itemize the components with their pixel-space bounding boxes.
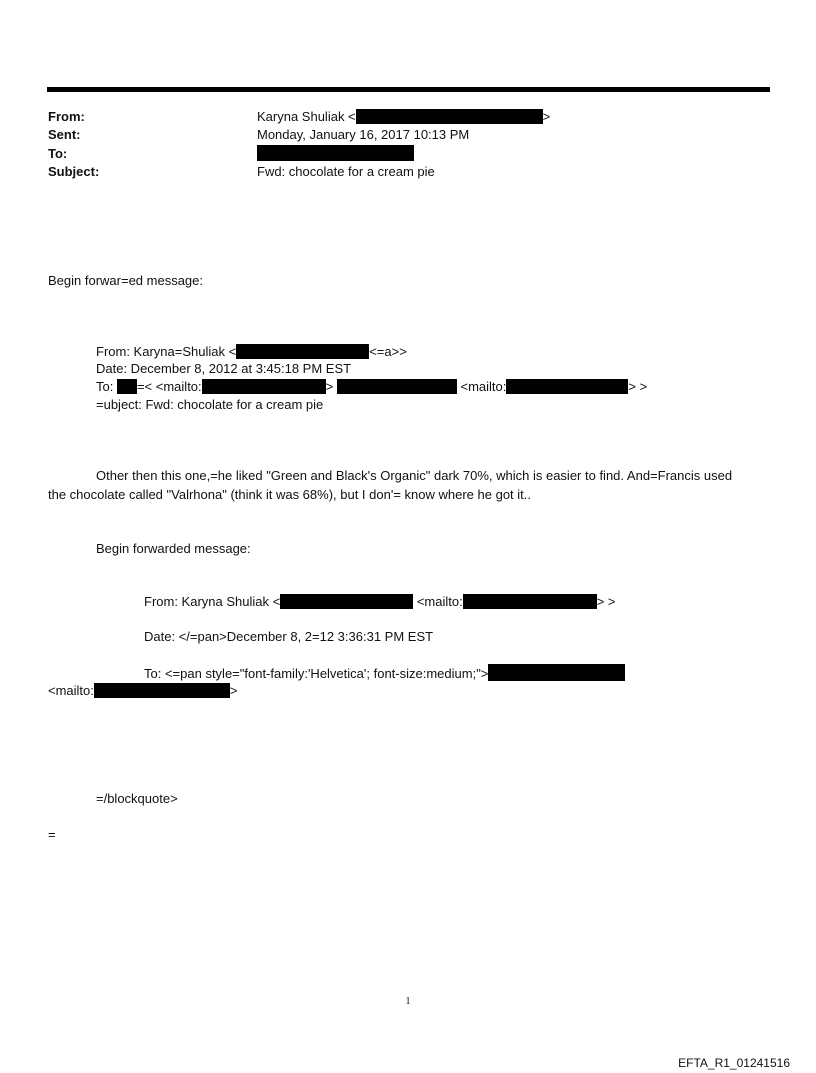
fwd2-date: Date: </=pan>December 8, 2=12 3:36:31 PM EST — [144, 629, 434, 644]
fwd2-from-end: > > — [596, 594, 616, 609]
from-value — [257, 108, 550, 125]
begin-forwarded-1: Begin forwar=ed message: — [48, 273, 204, 288]
fwd2-from — [144, 593, 616, 610]
redaction-block — [356, 109, 543, 124]
from-close: > — [542, 109, 551, 124]
paragraph-line-1: Other then this one,=he liked "Green and Black's Organic" dark 70%, which is easier to find. And=Francis used — [96, 468, 733, 483]
begin-forwarded-2: Begin forwarded message: — [96, 541, 251, 556]
fwd2-from-mailto: <mailto: — [413, 594, 463, 609]
fwd2-to — [144, 664, 625, 682]
sent-value: Monday, January 16, 2017 10:13 PM — [257, 127, 470, 142]
redaction-block — [202, 379, 326, 394]
fwd1-to-gt: > — [325, 379, 334, 394]
fwd1-from — [96, 343, 407, 360]
sent-label: Sent: — [48, 127, 81, 142]
redaction-block — [506, 379, 628, 394]
redaction-block — [257, 145, 414, 161]
redaction-block — [117, 379, 137, 394]
document-id: EFTA_R1_01241516 — [678, 1056, 790, 1070]
fwd2-from-prefix: From: Karyna Shuliak < — [144, 594, 281, 609]
from-name: Karyna Shuliak < — [257, 109, 356, 124]
to-value — [257, 145, 414, 162]
header-rule — [47, 87, 770, 92]
fwd1-to — [96, 378, 647, 395]
fwd2-mailto — [48, 682, 237, 699]
fwd2-to-prefix: To: <=pan style="font-family:'Helvetica'; font-size:medium;"> — [144, 666, 489, 681]
subject-label: Subject: — [48, 164, 100, 179]
paragraph-line-2: the chocolate called "Valrhona" (think it was 68%), but I don'= know where he got it.. — [48, 487, 531, 502]
fwd1-subject: =ubject: Fwd: chocolate for a cream pie — [96, 397, 324, 412]
redaction-block — [236, 344, 369, 359]
equals-text: = — [48, 827, 56, 842]
fwd1-to-mid: =< <mailto: — [136, 379, 202, 394]
fwd1-from-prefix: From: Karyna=Shuliak < — [96, 344, 237, 359]
fwd1-from-suffix: <=a>> — [369, 344, 407, 359]
fwd1-date: Date: December 8, 2012 at 3:45:18 PM EST — [96, 361, 352, 376]
page-number: 1 — [405, 996, 411, 1007]
fwd1-to-end: > > — [628, 379, 648, 394]
to-label: To: — [48, 146, 68, 161]
fwd1-to-mailto: <mailto: — [456, 379, 507, 394]
redaction-block — [337, 379, 457, 394]
fwd2-mailto-prefix: <mailto: — [48, 683, 94, 698]
redaction-block — [280, 594, 413, 609]
redaction-block — [488, 664, 625, 681]
fwd2-mailto-end: > — [229, 683, 238, 698]
redaction-block — [463, 594, 597, 609]
redaction-block — [94, 683, 230, 698]
fwd1-to-prefix: To: — [96, 379, 117, 394]
subject-value: Fwd: chocolate for a cream pie — [257, 164, 435, 179]
blockquote-text: =/blockquote> — [96, 791, 178, 806]
from-label: From: — [48, 109, 85, 124]
